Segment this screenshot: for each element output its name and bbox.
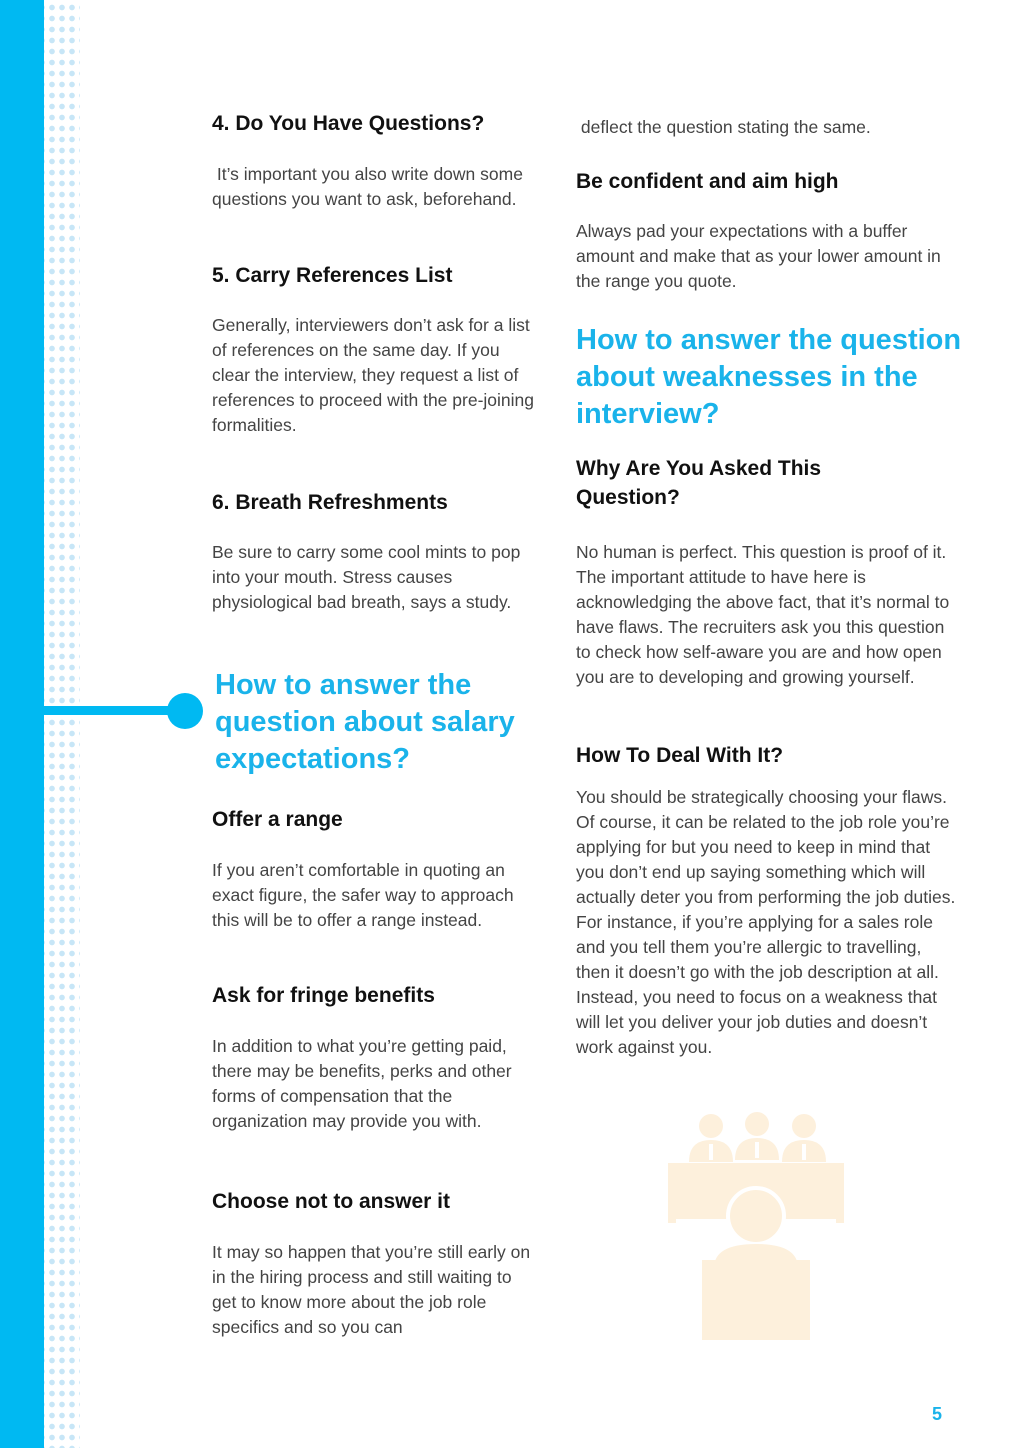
salary-expectations-heading: How to answer the question about salary expectations?: [215, 669, 515, 775]
deal-with-it-heading: How To Deal With It?: [576, 744, 784, 767]
deal-with-it-text: You should be strategically choosing your flaws. Of course, it can be related to the job role you’re applying for but you need to keep in mind that you don’t end up saying something which will actually deter you from performing the job duties. For instance, if you’re applying for a sales role and you tell them you’re allergic to travelling, then it doesn’t go with the job description at all. Instead, you need to focus on a weakness that will let you deliver your job duties and doesn’t work against you.: [576, 787, 956, 1057]
why-asked-text: No human is perfect. This question is proof of it. The important attitude to have here is acknowledging the above fact, that it’s normal to have flaws. The recruiters ask you this question to check how self-aware you are and how open you are to developing and growing yourself.: [576, 542, 950, 687]
be-confident-text: Always pad your expectations with a buffer amount and make that as your lower amount in the range you quote.: [576, 221, 941, 291]
offer-range-text: If you aren’t comfortable in quoting an exact figure, the safer way to approach this will be to offer a range instead.: [212, 860, 514, 930]
do-you-have-questions-heading: 4. Do You Have Questions?: [212, 112, 485, 135]
not-answer-text: It may so happen that you’re still early on in the hiring process and still waiting to get to know more about the job role specifics and so you can: [212, 1242, 531, 1337]
fringe-benefits-heading: Ask for fringe benefits: [212, 984, 435, 1007]
section-connector-dot: [167, 693, 203, 729]
be-confident-heading: Be confident and aim high: [576, 170, 839, 193]
deflect-continued-text: deflect the question stating the same.: [576, 117, 871, 137]
not-answer-heading: Choose not to answer it: [212, 1190, 451, 1213]
carry-references-heading: 5. Carry References List: [212, 264, 453, 287]
breath-refreshments-heading: 6. Breath Refreshments: [212, 491, 448, 514]
side-accent-bar: [0, 0, 44, 1448]
breath-refreshments-text: Be sure to carry some cool mints to pop into your mouth. Stress causes physiological bad breath, says a study.: [212, 542, 521, 612]
page-number: 5: [932, 1404, 943, 1424]
offer-range-heading: Offer a range: [212, 808, 343, 831]
section-connector-line: [44, 706, 184, 715]
carry-references-text: Generally, interviewers don’t ask for a list of references on the same day. If you clear the interview, they request a list of references to proceed with the pre-joining formalities.: [212, 315, 534, 435]
why-asked-heading: Why Are You Asked This Question?: [576, 457, 822, 509]
dot-pattern: [44, 0, 80, 1448]
interview-panel-icon: [662, 1108, 850, 1340]
weaknesses-heading: How to answer the question about weaknesses in the interview?: [576, 324, 962, 430]
fringe-benefits-text: In addition to what you’re getting paid, there may be benefits, perks and other forms of compensation that the organization may provide you with.: [212, 1036, 512, 1131]
do-you-have-questions-text: It’s important you also write down some questions you want to ask, beforehand.: [212, 164, 528, 209]
